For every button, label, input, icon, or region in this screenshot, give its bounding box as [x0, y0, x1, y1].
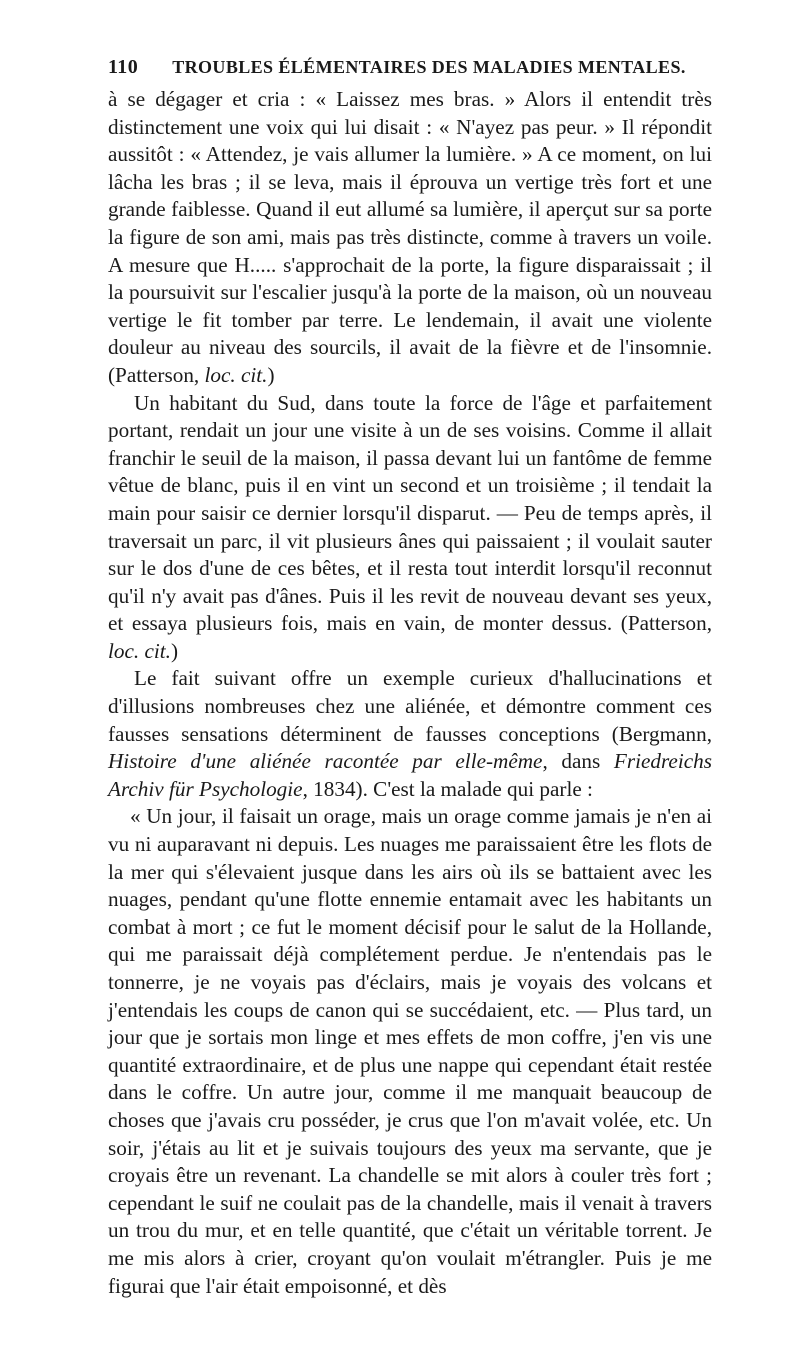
- paragraph-2-citation: loc. cit.: [108, 638, 171, 663]
- paragraph-2: [108, 390, 712, 666]
- paragraph-1-text: à se dégager et cria : « Laissez mes bras. » Alors il entendit très distinctement une voix qui lui disait : « N'ayez pas peur. » Il répondit aussitôt : « Attendez, je vais allumer la lumière. » A ce moment, on lui lâcha les bras ; il se leva, mais il éprouva un vertige très fort et une grande faiblesse. Quand il eut allumé sa lumière, il aperçut sur sa porte la figure de son ami, mais pas très distincte, comme à travers un voile. A mesure que H..... s'approchait de la porte, la figure disparaissait ; il la poursuivit sur l'escalier jusqu'à la porte de la maison, où un nouveau vertige le fit tomber par terre. Le lendemain, il avait une violente douleur au niveau des sourcils, il avait de la fièvre et de l'insomnie. (Patterson,: [108, 87, 712, 387]
- paragraph-2-text: Un habitant du Sud, dans toute la force de l'âge et parfaitement portant, rendait un jour une visite à un de ses voisins. Comme il allait franchir le seuil de la maison, il passa devant lui un fantôme de femme vêtue de blanc, puis il en vint un second et un troisième ; il tendait la main pour saisir ce dernier lorsqu'il disparut. — Peu de temps après, il traversait un parc, il vit plusieurs ânes qui paissaient ; il voulait sauter sur le dos d'une de ces bêtes, et il resta tout interdit lorsqu'il reconnut qu'il n'y avait pas d'ânes. Puis il les revit de nouveau devant ses yeux, et essaya plusieurs fois, mais en vain, de monter dessus. (Patterson,: [108, 390, 712, 636]
- book-page: [108, 56, 712, 1300]
- paragraph-1-tail: ): [267, 362, 275, 387]
- running-title: TROUBLES ÉLÉMENTAIRES DES MALADIES MENTALES.: [172, 57, 686, 77]
- page-number: 110: [108, 56, 139, 78]
- paragraph-1: [108, 86, 712, 390]
- paragraph-4-text: « Un jour, il faisait un orage, mais un orage comme jamais je n'en ai vu ni auparavant ni depuis. Les nuages me paraissaient être les flots de la mer qui s'élevaient jusque dans les airs où ils se battaient avec les nuages, pendant qu'une flotte ennemie entamait avec les habitants un combat à mort ; ce fut le moment décisif pour le salut de la Hollande, qui me paraissait déjà complétement perdue. Je n'entendais pas le tonnerre, je ne voyais pas d'éclairs, mais je voyais des volcans et j'entendais les coups de canon qui se succédaient, etc. — Plus tard, un jour que je sortais mon linge et mes effets de mon coffre, j'en vis une quantité extraordinaire, et de plus une nappe qui cependant était restée dans le coffre. Un autre jour, comme il me manquait beaucoup de choses que j'avais cru posséder, je crus que l'on m'avait volée, etc. Un soir, j'étais au lit et je suivais toujours des yeux ma servante, que je croyais être un revenant. La chandelle se mit alors à couler très fort ; cependant le suif ne coulait pas de la chandelle, mais il venait à travers un trou du mur, et en telle quantité, que c'était un véritable torrent. Je me mis alors à crier, croyant qu'on voulait m'étrangler. Puis je me figurai que l'air était empoisonné, et dès: [108, 804, 712, 1298]
- paragraph-1-citation: loc. cit.: [204, 362, 268, 387]
- paragraph-3-journal-title: Friedreichs Archiv für Psychologie: [108, 749, 712, 801]
- paragraph-3-tail: , 1834). C'est la malade qui parle :: [302, 776, 593, 801]
- paragraph-3-lead: Le fait suivant offre un exemple curieux d'hallucinations et d'illusions nombreuses chez une aliénée, et démontre comment ces fausses sensations déterminent de fausses conceptions (Bergmann,: [108, 666, 712, 746]
- paragraph-3-mid: , dans: [542, 749, 614, 774]
- paragraph-3: [108, 665, 712, 803]
- paragraph-3-book-title: Histoire d'une aliénée racontée par elle-même: [108, 749, 543, 774]
- paragraph-2-tail: ): [170, 638, 179, 663]
- running-head: [108, 56, 712, 86]
- body-text: [108, 86, 712, 1300]
- paragraph-4-quote: [108, 803, 712, 1300]
